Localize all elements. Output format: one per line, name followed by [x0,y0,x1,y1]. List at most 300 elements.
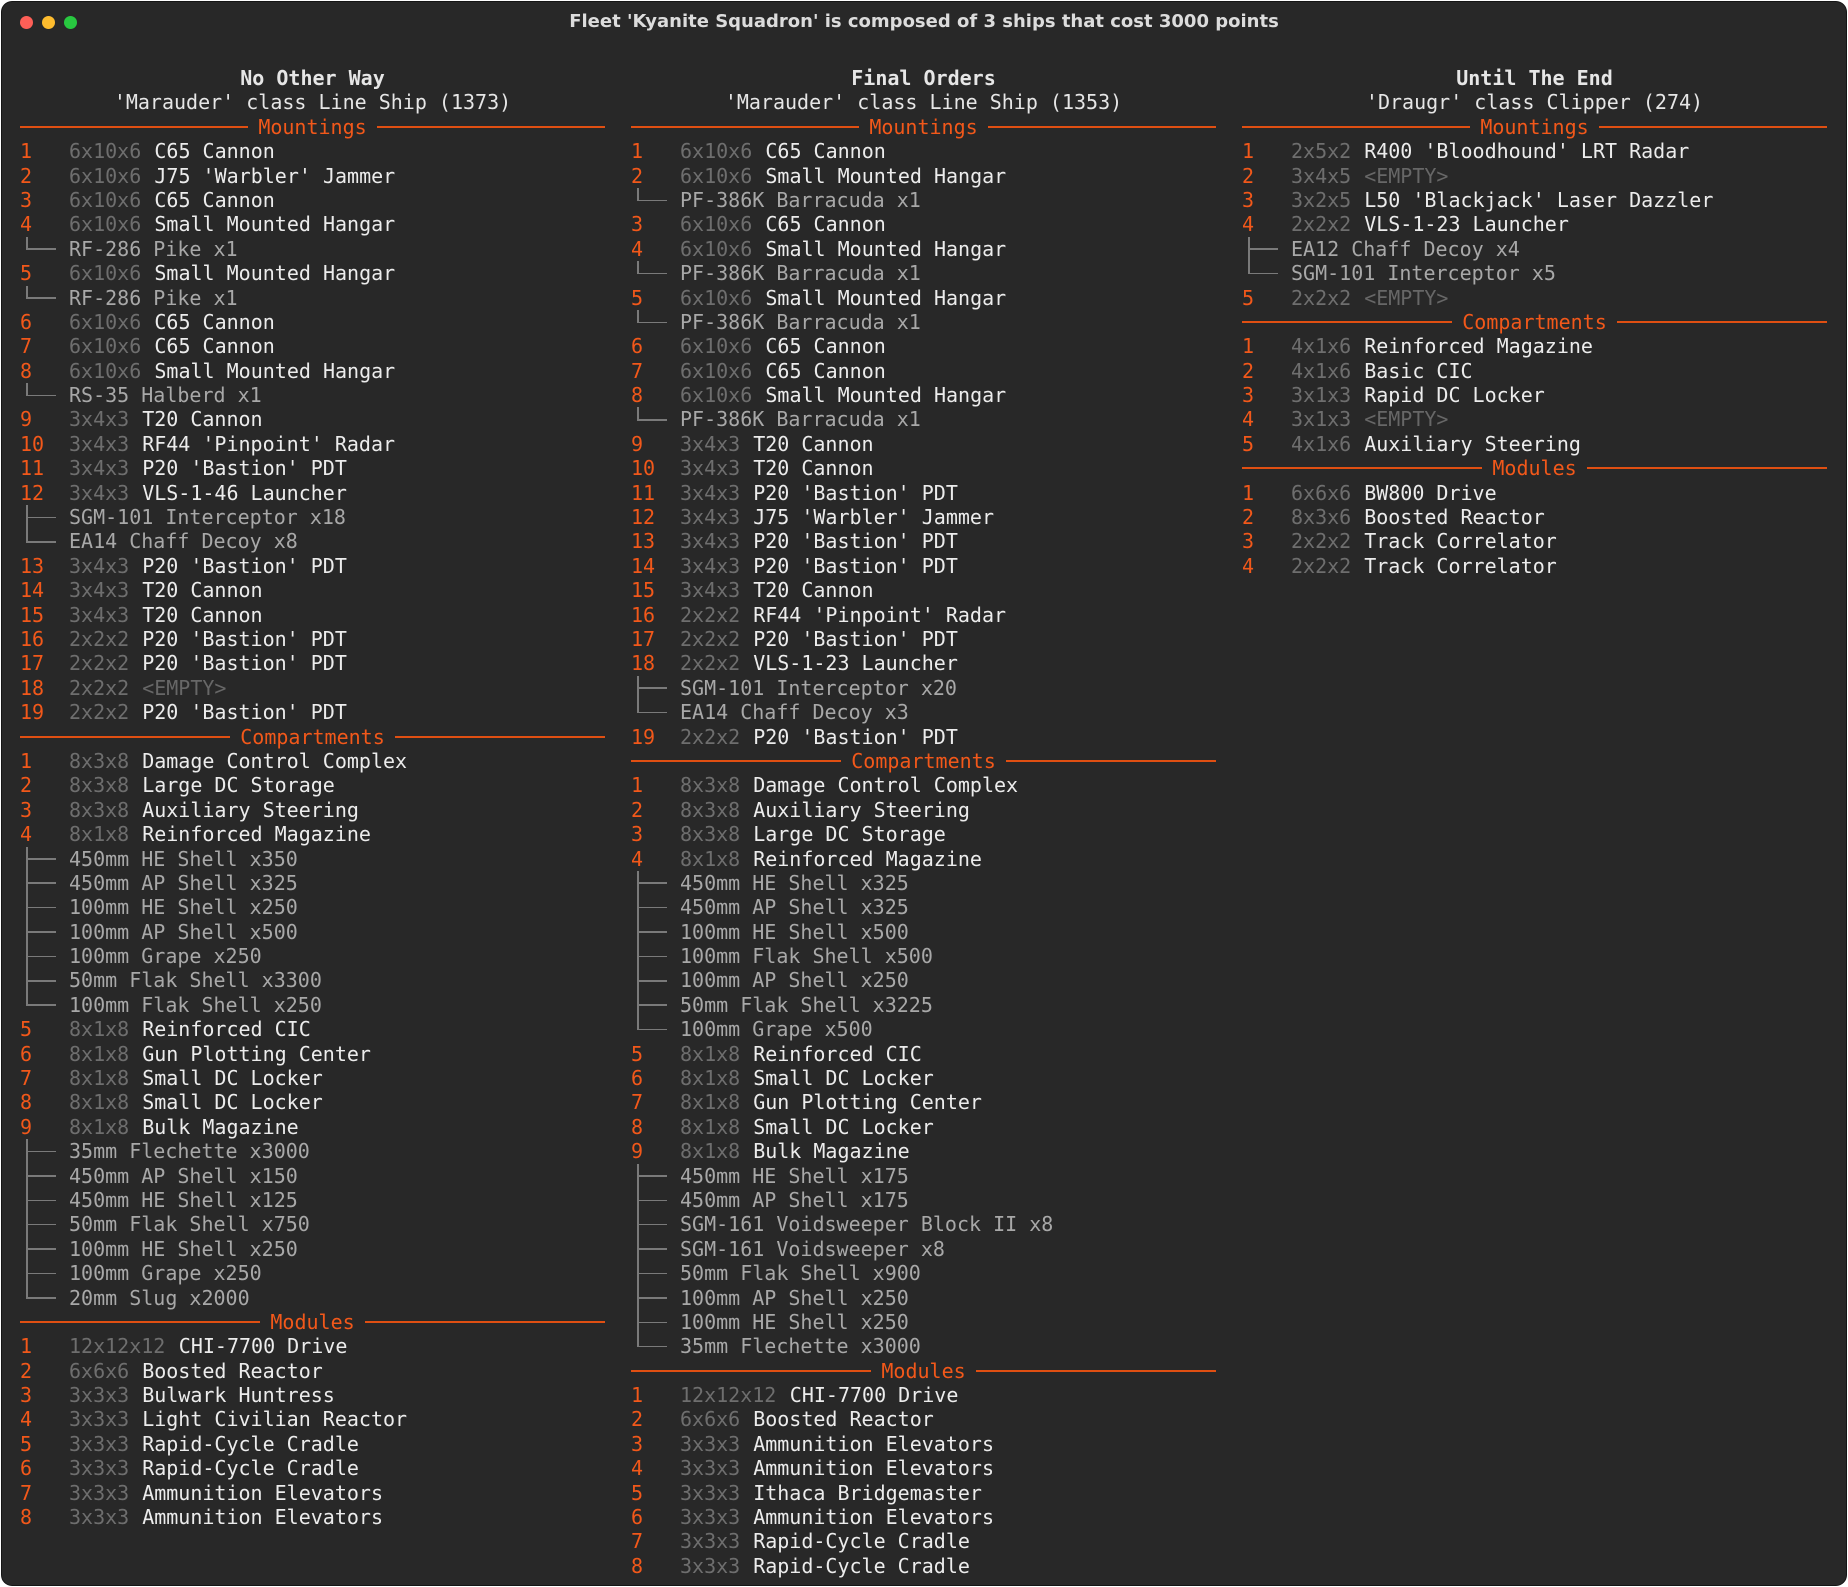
item-index: 4 [631,236,644,261]
item-name: Small Mounted Hangar [765,383,1007,408]
list-sub-item [631,1212,1216,1236]
list-item [20,212,605,236]
sub-item-text: PF-386K Barracuda x1 [680,407,921,432]
item-index: 6 [20,1041,33,1066]
list-sub-item [631,1286,1216,1310]
sub-item-text: 50mm Flak Shell x3225 [680,992,933,1017]
item-index: 5 [20,1431,33,1456]
item-name: Damage Control Complex [753,773,1019,798]
item-index: 6 [20,1456,33,1481]
item-size: 3x4x3 [69,578,130,603]
item-name: Reinforced CIC [142,1017,311,1042]
sub-item-text: RS-35 Halberd x1 [69,383,262,408]
tree-horizontal-line [26,1175,56,1177]
tree-horizontal-line [637,1273,667,1275]
item-name: Reinforced Magazine [1364,334,1593,359]
item-index: 7 [20,1066,33,1091]
tree-branch-icon [26,1139,62,1163]
tree-horizontal-line [637,907,667,909]
item-index: 4 [20,212,33,237]
list-item [631,1090,1216,1114]
item-index: 12 [20,480,45,505]
item-index: 5 [631,1041,644,1066]
item-size: 6x10x6 [69,261,142,286]
tree-horizontal-line [637,200,667,202]
item-size: 8x1x8 [680,1090,741,1115]
list-item [20,578,605,602]
item-index: 2 [1242,505,1255,530]
tree-vertical-line [637,1017,639,1029]
tree-branch-icon [26,1164,62,1188]
section-title: Mountings [869,114,978,139]
section-title: Compartments [240,724,385,749]
item-name: Boosted Reactor [753,1407,934,1432]
item-name: Small DC Locker [753,1114,934,1139]
list-sub-item [631,1334,1216,1358]
item-index: 13 [631,529,656,554]
list-item [20,627,605,651]
item-name: VLS-1-23 Launcher [1364,212,1569,237]
item-index: 3 [20,1383,33,1408]
list-item [631,1139,1216,1163]
item-size: 6x10x6 [680,285,753,310]
item-size: 2x2x2 [680,602,741,627]
list-item [20,456,605,480]
item-size: 8x3x8 [680,773,741,798]
sub-item-text: 35mm Flechette x3000 [680,1334,921,1359]
tree-corner-icon [637,1017,673,1041]
item-size: 6x10x6 [69,358,142,383]
item-index: 4 [1242,407,1255,432]
ship-name: Until The End [1456,66,1613,90]
list-item [20,432,605,456]
item-size: 6x6x6 [69,1358,130,1383]
item-index: 5 [1242,431,1255,456]
list-item [1242,529,1827,553]
item-index: 5 [20,261,33,286]
sub-item-text: 450mm AP Shell x325 [680,895,909,920]
sub-item-text: 450mm AP Shell x175 [680,1187,909,1212]
tree-corner-icon [26,993,62,1017]
item-size: 8x3x8 [69,797,130,822]
item-size: 2x2x2 [1291,285,1352,310]
tree-branch-icon [637,1261,673,1285]
item-size: 6x6x6 [1291,480,1352,505]
item-index: 4 [20,822,33,847]
list-item [631,1529,1216,1553]
list-sub-item [20,286,605,310]
tree-branch-icon [26,1188,62,1212]
window-title: Fleet 'Kyanite Squadron' is composed of 3 ships that cost 3000 points [569,11,1279,32]
tree-horizontal-line [26,541,56,543]
list-item [20,481,605,505]
tree-branch-icon [26,944,62,968]
section-title: Modules [881,1358,966,1383]
item-size: 3x2x5 [1291,187,1352,212]
ship-name: Final Orders [851,66,996,90]
list-item [631,1066,1216,1090]
tree-branch-icon [637,1212,673,1236]
list-sub-item [631,993,1216,1017]
sub-item-text: 450mm AP Shell x150 [69,1163,298,1188]
sub-item-text: 100mm Flak Shell x250 [69,992,322,1017]
item-name: Rapid DC Locker [1364,383,1545,408]
ship-name: No Other Way [240,66,385,90]
item-name: Reinforced Magazine [142,822,371,847]
item-index: 2 [631,163,644,188]
tree-horizontal-line [637,1175,667,1177]
item-name: Damage Control Complex [142,748,408,773]
list-sub-item [20,1164,605,1188]
section-divider [1006,760,1216,762]
item-index: 15 [631,578,656,603]
sub-item-text: 50mm Flak Shell x900 [680,1261,921,1286]
item-name: VLS-1-23 Launcher [753,651,958,676]
list-item [1242,286,1827,310]
item-name: Small Mounted Hangar [154,261,396,286]
list-item [20,1066,605,1090]
list-sub-item [631,1237,1216,1261]
item-name: P20 'Bastion' PDT [753,626,958,651]
item-name: Basic CIC [1364,358,1473,383]
tree-horizontal-line [26,248,56,250]
item-index: 17 [631,626,656,651]
list-item [20,1481,605,1505]
list-item [631,1115,1216,1139]
list-item [20,1456,605,1480]
empty-slot: <EMPTY> [1364,407,1449,432]
item-size: 3x4x3 [680,578,741,603]
item-index: 16 [20,626,45,651]
tree-horizontal-line [637,322,667,324]
list-sub-item [631,700,1216,724]
ship-class-line: 'Marauder' class Line Ship (1353) [724,90,1123,115]
item-index: 8 [20,358,33,383]
list-sub-item [20,1286,605,1310]
list-item [631,164,1216,188]
section-title: Compartments [851,748,996,773]
item-index: 11 [631,480,656,505]
list-sub-item [20,1212,605,1236]
item-index: 8 [631,383,644,408]
list-item [1242,212,1827,236]
item-index: 1 [20,139,33,164]
section-header [631,115,1216,139]
ship-class-line: 'Marauder' class Line Ship (1373) [113,90,512,115]
section-divider [1242,321,1452,323]
item-size: 8x1x8 [69,1041,130,1066]
item-size: 2x2x2 [69,675,130,700]
section-divider [631,1370,871,1372]
tree-branch-icon [637,920,673,944]
list-item [20,188,605,212]
list-item [20,310,605,334]
item-size: 3x4x3 [69,553,130,578]
tree-branch-icon [637,944,673,968]
tree-horizontal-line [26,395,56,397]
item-size: 3x4x3 [69,431,130,456]
item-size: 3x3x3 [69,1383,130,1408]
list-item [20,1359,605,1383]
list-item [20,773,605,797]
item-name: T20 Cannon [142,407,263,432]
tree-vertical-line [637,700,639,712]
tree-branch-icon [26,1212,62,1236]
item-size: 4x1x6 [1291,358,1352,383]
item-size: 8x1x8 [680,1041,741,1066]
list-sub-item [20,944,605,968]
item-name: Auxiliary Steering [753,797,970,822]
item-index: 10 [631,456,656,481]
sub-item-text: 100mm AP Shell x500 [69,919,298,944]
item-size: 6x10x6 [69,163,142,188]
tree-corner-icon [26,529,62,553]
tree-horizontal-line [26,1273,56,1275]
tree-vertical-line [637,188,639,200]
item-size: 6x10x6 [680,236,753,261]
item-name: Rapid-Cycle Cradle [753,1529,970,1554]
section-divider [1242,126,1470,128]
list-item [20,676,605,700]
list-item [20,651,605,675]
sub-item-text: RF-286 Pike x1 [69,236,238,261]
tree-branch-icon [26,505,62,529]
tree-vertical-line [637,1334,639,1346]
tree-horizontal-line [26,1224,56,1226]
item-size: 2x2x2 [680,626,741,651]
item-name: Ammunition Elevators [142,1505,384,1530]
item-index: 7 [20,1480,33,1505]
item-name: R400 'Bloodhound' LRT Radar [1364,139,1690,164]
item-name: Small Mounted Hangar [154,212,396,237]
list-sub-item [20,529,605,553]
item-size: 2x2x2 [1291,529,1352,554]
list-item [20,164,605,188]
item-index: 3 [20,187,33,212]
list-sub-item [631,944,1216,968]
list-sub-item [20,871,605,895]
item-index: 1 [1242,334,1255,359]
item-index: 18 [20,675,45,700]
sub-item-text: 100mm Grape x500 [680,1017,873,1042]
item-size: 8x1x8 [680,1114,741,1139]
list-item [1242,164,1827,188]
item-size: 8x1x8 [69,1066,130,1091]
list-item [1242,554,1827,578]
item-name: Small DC Locker [142,1066,323,1091]
tree-branch-icon [26,1237,62,1261]
tree-branch-icon [26,920,62,944]
item-index: 2 [20,1358,33,1383]
item-index: 6 [631,334,644,359]
tree-horizontal-line [26,980,56,982]
tree-vertical-line [1248,261,1250,273]
item-name: P20 'Bastion' PDT [753,553,958,578]
list-item [631,334,1216,358]
item-index: 2 [20,773,33,798]
tree-horizontal-line [637,1029,667,1031]
item-name: C65 Cannon [765,139,886,164]
item-name: C65 Cannon [765,212,886,237]
empty-slot: <EMPTY> [1364,163,1449,188]
item-name: Rapid-Cycle Cradle [753,1553,970,1578]
section-divider [1599,126,1827,128]
item-size: 8x1x8 [69,1114,130,1139]
list-item [1242,407,1827,431]
tree-branch-icon [637,676,673,700]
list-item [20,1115,605,1139]
tree-horizontal-line [26,1248,56,1250]
sub-item-text: 450mm HE Shell x125 [69,1187,298,1212]
item-index: 1 [20,748,33,773]
empty-slot: <EMPTY> [1364,285,1449,310]
tree-branch-icon [637,1188,673,1212]
list-item [631,1554,1216,1578]
list-item [20,139,605,163]
sub-item-text: SGM-101 Interceptor x5 [1291,261,1556,286]
sub-item-text: 100mm HE Shell x250 [680,1309,909,1334]
item-index: 14 [20,578,45,603]
sub-item-text: RF-286 Pike x1 [69,285,238,310]
list-sub-item [20,895,605,919]
item-name: Small Mounted Hangar [765,236,1007,261]
item-index: 6 [20,309,33,334]
item-name: Ithaca Bridgemaster [753,1480,982,1505]
item-index: 1 [1242,139,1255,164]
list-item [1242,383,1827,407]
list-item [631,1432,1216,1456]
tree-horizontal-line [26,882,56,884]
item-size: 2x2x2 [69,700,130,725]
item-index: 7 [20,334,33,359]
item-index: 5 [631,285,644,310]
tree-horizontal-line [637,1322,667,1324]
tree-horizontal-line [637,273,667,275]
section-header [1242,456,1827,480]
section-divider [1242,467,1482,469]
tree-corner-icon [26,237,62,261]
item-index: 4 [631,1456,644,1481]
list-item [631,725,1216,749]
tree-horizontal-line [637,931,667,933]
item-name: Ammunition Elevators [142,1480,384,1505]
sub-item-text: 450mm AP Shell x325 [69,870,298,895]
tree-horizontal-line [26,858,56,860]
section-divider [976,1370,1216,1372]
item-name: T20 Cannon [142,602,263,627]
ship-sections [20,115,605,1530]
list-item [20,798,605,822]
tree-corner-icon [637,261,673,285]
item-name: Bulk Magazine [142,1114,299,1139]
list-item [631,651,1216,675]
item-index: 3 [631,1431,644,1456]
item-size: 6x10x6 [69,139,142,164]
tree-branch-icon [637,993,673,1017]
item-name: Small DC Locker [753,1066,934,1091]
item-index: 3 [631,822,644,847]
list-sub-item [20,1139,605,1163]
section-title: Modules [270,1309,355,1334]
list-item [631,456,1216,480]
item-name: T20 Cannon [753,456,874,481]
item-index: 7 [631,1529,644,1554]
item-name: Bulk Magazine [753,1139,910,1164]
item-size: 6x10x6 [680,163,753,188]
item-name: Small Mounted Hangar [154,358,396,383]
list-item [631,212,1216,236]
terminal-window [2,2,1846,1585]
list-sub-item [631,676,1216,700]
item-index: 19 [20,700,45,725]
list-item [1242,188,1827,212]
item-index: 3 [1242,383,1255,408]
section-divider [1617,321,1827,323]
item-name: Gun Plotting Center [142,1041,371,1066]
list-sub-item [20,993,605,1017]
item-name: Ammunition Elevators [753,1431,995,1456]
section-divider [20,1321,260,1323]
tree-horizontal-line [26,931,56,933]
list-item [631,847,1216,871]
section-header [20,1310,605,1334]
tree-horizontal-line [637,1248,667,1250]
tree-horizontal-line [1248,248,1278,250]
section-divider [988,126,1216,128]
item-name: C65 Cannon [765,334,886,359]
item-index: 9 [20,1114,33,1139]
item-name: J75 'Warbler' Jammer [753,505,995,530]
sub-item-text: 100mm Flak Shell x500 [680,944,933,969]
section-header [20,115,605,139]
item-size: 3x3x3 [680,1480,741,1505]
list-item [631,1042,1216,1066]
tree-branch-icon [637,968,673,992]
item-name: P20 'Bastion' PDT [142,553,347,578]
list-item [631,481,1216,505]
tree-corner-icon [637,188,673,212]
item-name: Auxiliary Steering [142,797,359,822]
item-size: 2x2x2 [69,651,130,676]
list-item [1242,359,1827,383]
item-name: P20 'Bastion' PDT [142,651,347,676]
tree-vertical-line [26,529,28,541]
sub-item-text: 100mm Grape x250 [69,944,262,969]
item-index: 12 [631,505,656,530]
sub-item-text: PF-386K Barracuda x1 [680,309,921,334]
title-bar [2,2,1846,42]
list-sub-item [631,895,1216,919]
item-size: 2x2x2 [680,651,741,676]
item-index: 2 [1242,358,1255,383]
list-item [20,700,605,724]
item-index: 18 [631,651,656,676]
item-name: T20 Cannon [753,431,874,456]
list-item [631,286,1216,310]
section-divider [377,126,605,128]
section-title: Compartments [1462,309,1607,334]
item-name: T20 Cannon [753,578,874,603]
tree-horizontal-line [26,956,56,958]
list-sub-item [631,1017,1216,1041]
item-size: 8x3x8 [69,773,130,798]
item-index: 5 [20,1017,33,1042]
item-size: 6x10x6 [680,139,753,164]
item-name: Small DC Locker [142,1090,323,1115]
tree-horizontal-line [26,1200,56,1202]
tree-branch-icon [26,968,62,992]
item-index: 19 [631,724,656,749]
